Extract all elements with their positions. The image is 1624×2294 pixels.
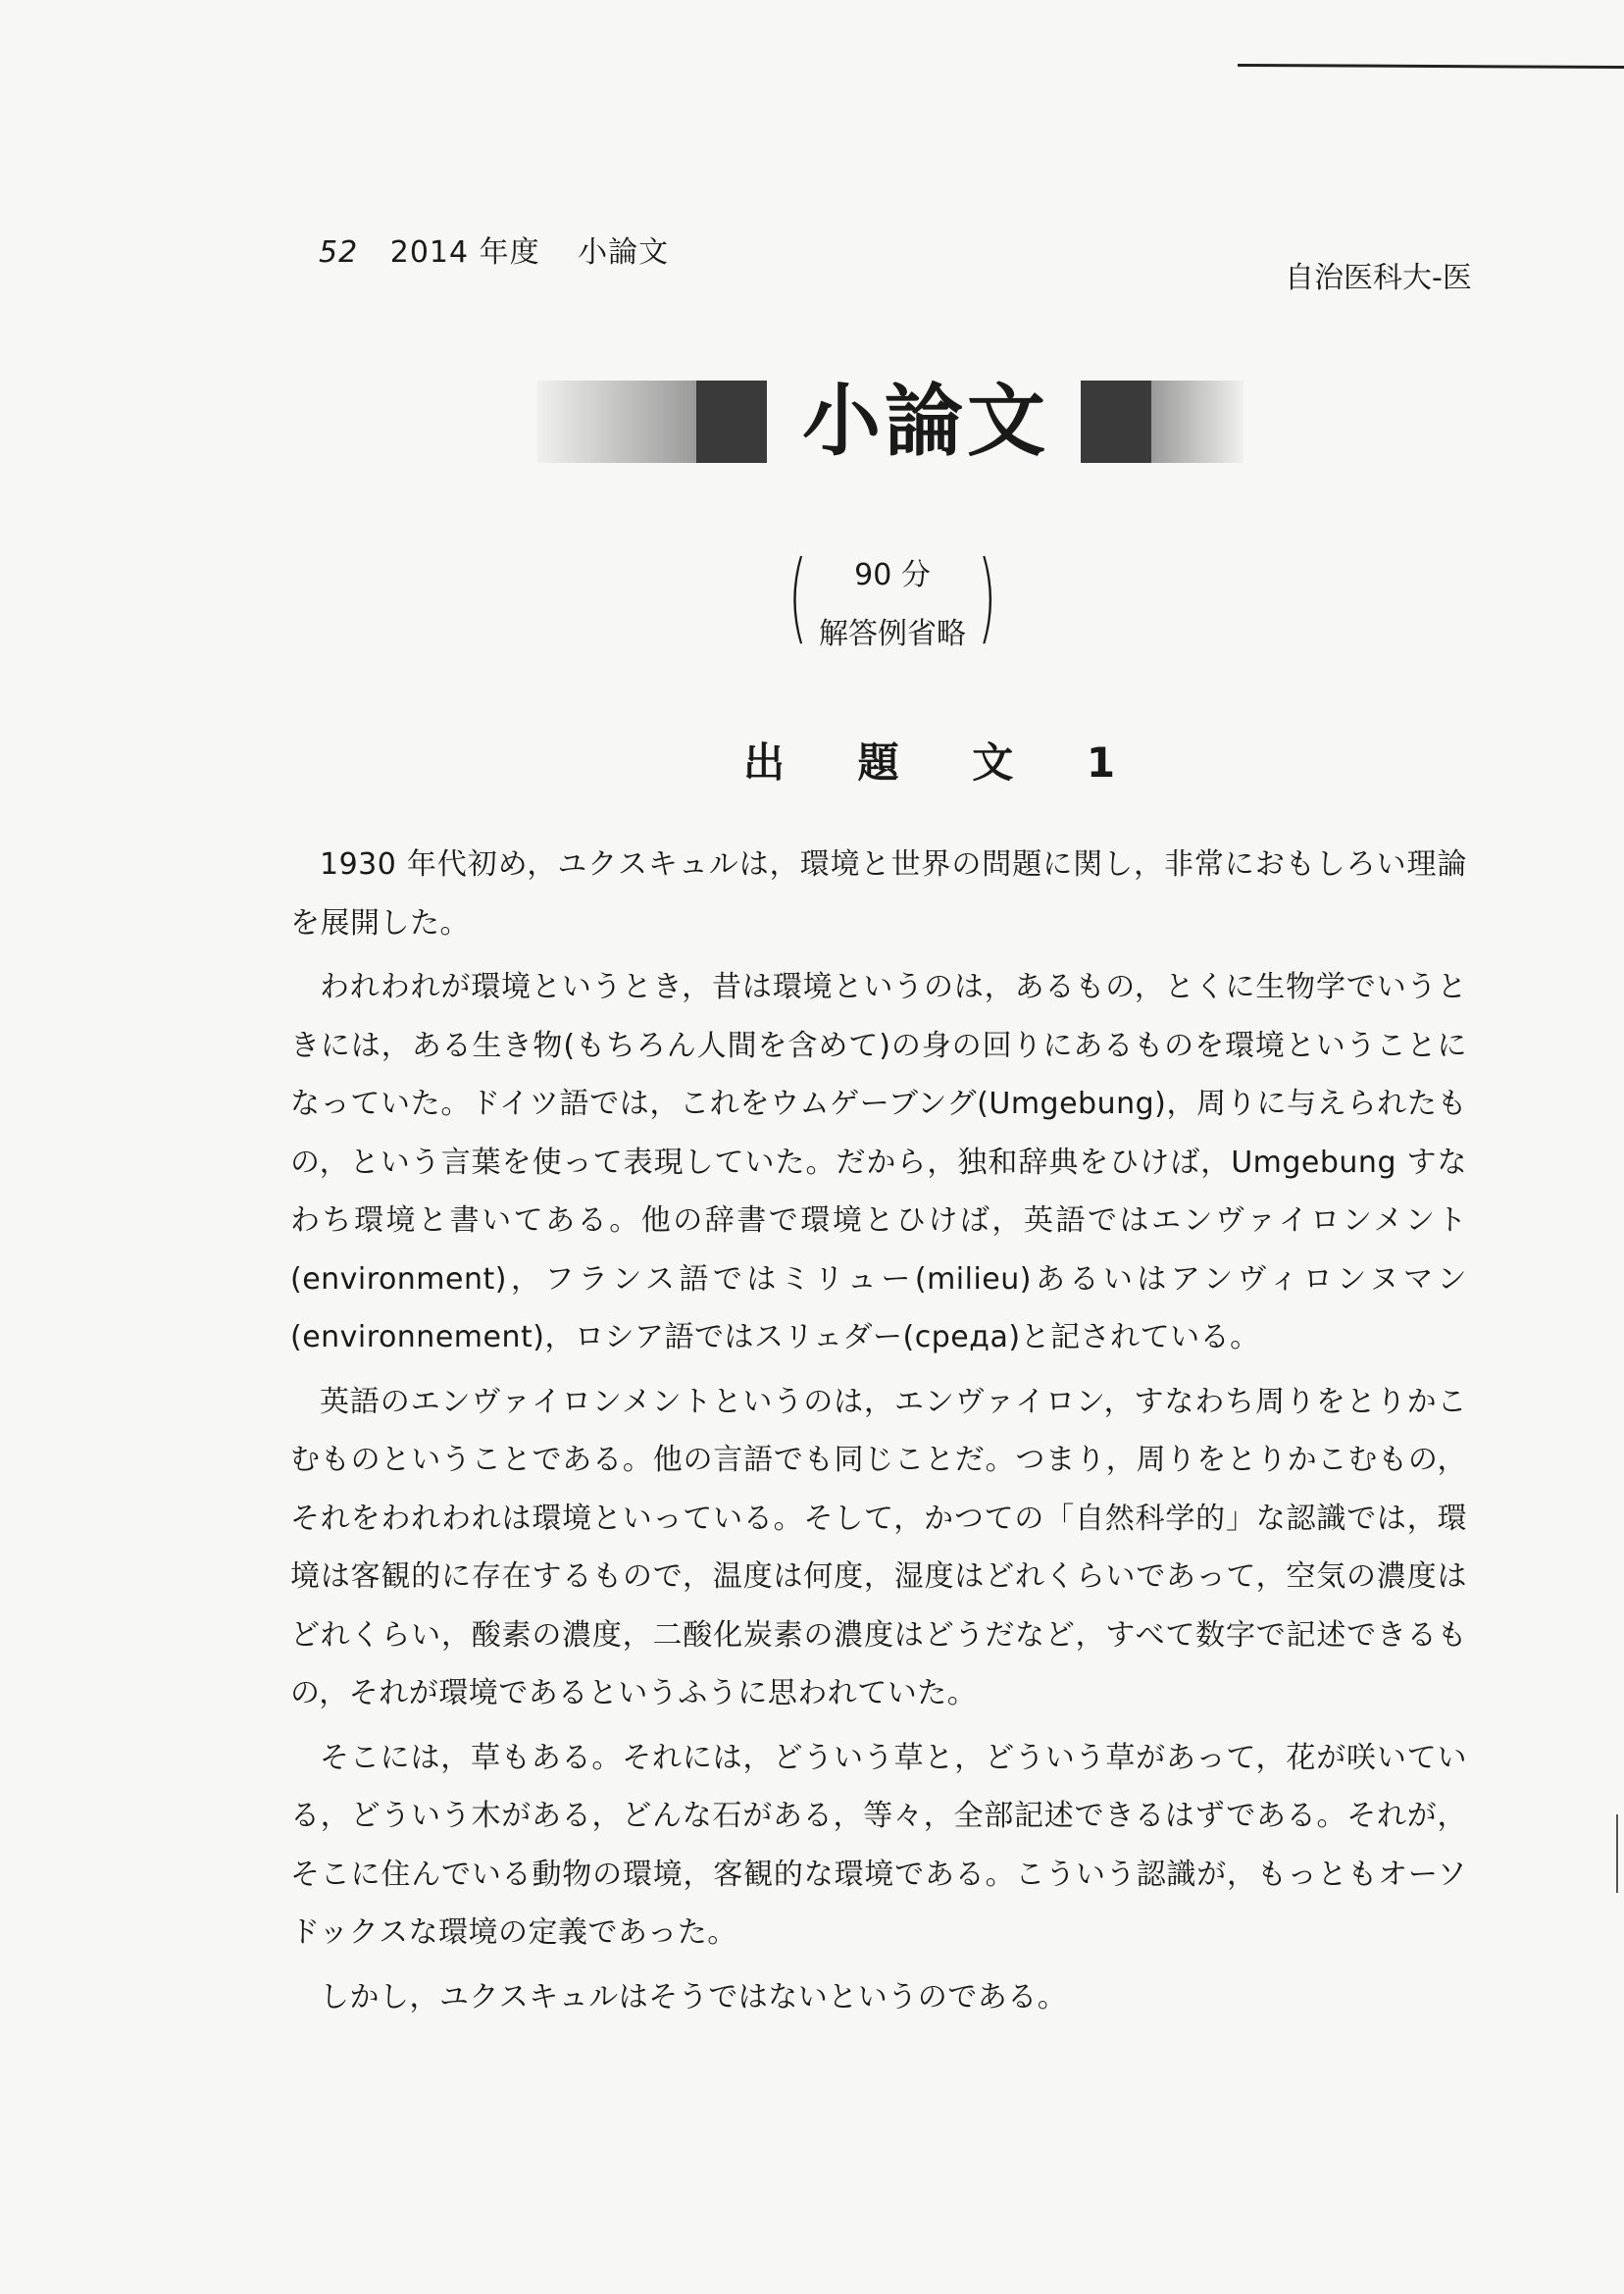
school-label: 自治医科大-医 <box>1285 261 1472 295</box>
scan-right-edge <box>1616 1814 1618 1893</box>
section-heading: 出 題 文 1 <box>743 739 1145 787</box>
banner-gradient-left <box>537 381 696 463</box>
title-banner <box>537 373 1243 471</box>
banner-block-left <box>696 381 767 463</box>
passage <box>290 836 1467 2026</box>
banner-block-right <box>1081 381 1151 463</box>
page-number: 52 <box>319 235 359 270</box>
paragraph: 英語のエンヴァイロンメントというのは，エンヴァイロン，すなわち周りをとりかこむものということである。他の言語でも同じことだ。つまり，周りをとりかこむもの，それをわれわれは環境といっている。そして，かつての「自然科学的」な認識では，環境は客観的に存在するもので，温度は何度，湿度はどれくらいであって，空気の濃度はどれくらい，酸素の濃度，二酸化炭素の濃度はどうだなど，すべて数字で記述できるもの，それが環境であるというふうに思われていた。 <box>290 1384 1467 1710</box>
paragraph: 1930 年代初め，ユクスキュルは，環境と世界の問題に関し，非常におもしろい理論を展開した。 <box>290 847 1467 941</box>
left-paren: ( <box>787 539 808 654</box>
paragraph: そこには，草もある。それには，どういう草と，どういう草があって，花が咲いている，どういう木がある，どんな石がある，等々，全部記述できるはずである。それが，そこに住んでいる動物の環境，客観的な環境である。こういう認識が，もっともオーソドックスな環境の定義であった。 <box>290 1740 1467 1950</box>
paragraph: しかし，ユクスキュルはそうではないというのである。 <box>320 1979 1068 2014</box>
banner-gradient-right <box>1151 381 1243 463</box>
scan-edge-line <box>1238 64 1624 69</box>
exam-time: 90 分 <box>854 558 931 592</box>
paragraph: われわれが環境というとき，昔は環境というのは，あるもの，とくに生物学でいうときには，ある生き物(もちろん人間を含めて)の身の回りにあるものを環境ということになっていた。ドイツ語では，これをウムゲーブング(Umgebung)，周りに与えられたもの，という言葉を使って表現していた。だから，独和辞典をひけば，Umgebung すなわち環境と書いてある。他の辞書で環境とひけば，英語ではエンヴァイロンメント(environment)，フランス語ではミリュー(milieu)あるいはアンヴィロンヌマン(environnement)，ロシア語ではスリェダー(среда)と記されている。 <box>290 970 1467 1354</box>
year-label: 2014 年度 <box>389 235 540 270</box>
right-paren: ) <box>977 539 997 654</box>
page-title: 小論文 <box>802 376 1049 467</box>
exam-info <box>785 539 1000 662</box>
running-header <box>319 228 669 271</box>
header-subject: 小論文 <box>578 235 670 270</box>
exam-note: 解答例省略 <box>819 617 966 651</box>
